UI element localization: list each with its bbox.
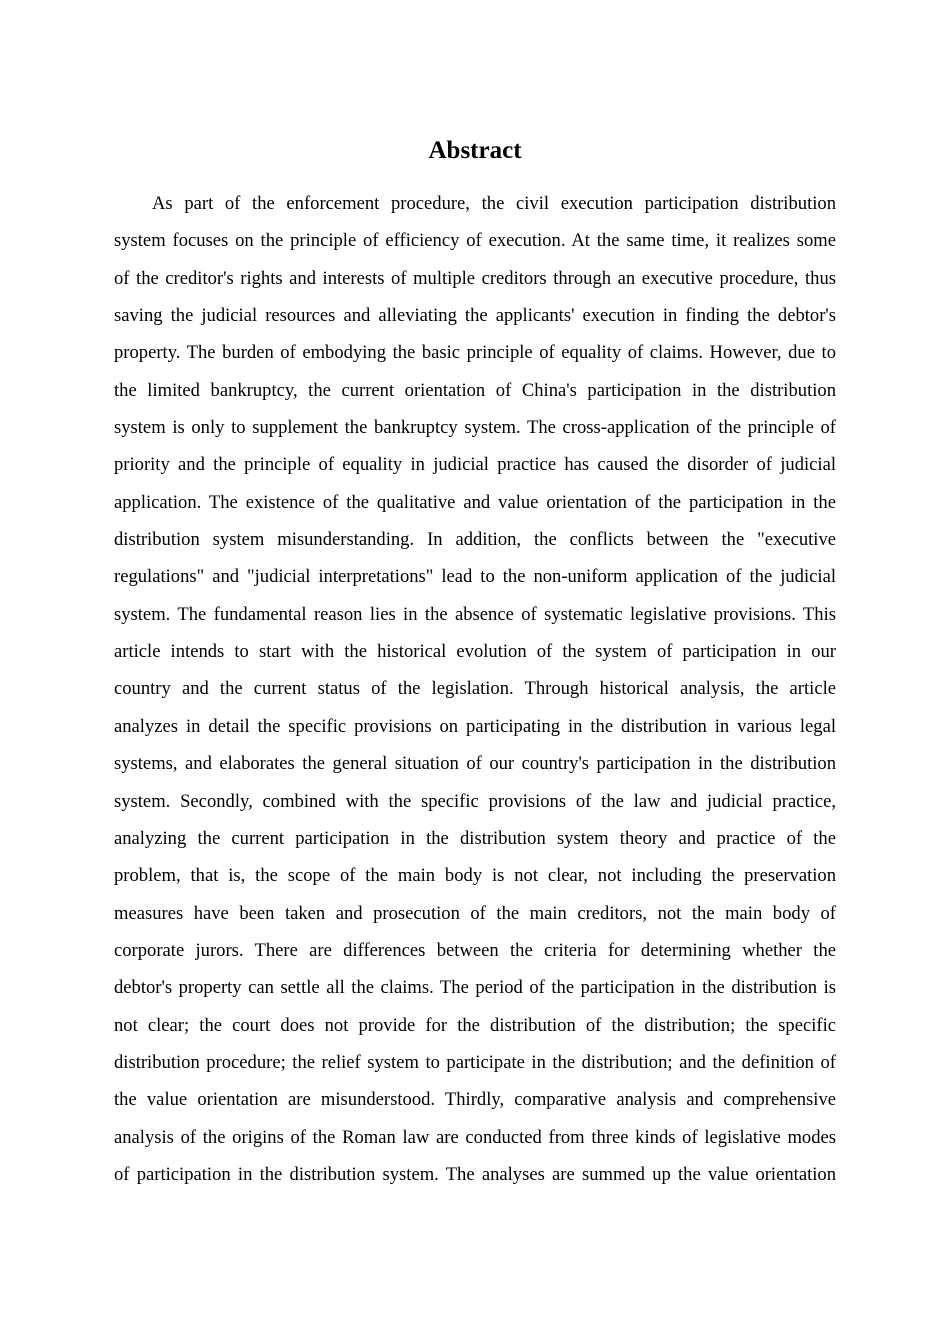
text-line: system focuses on the principle of efficiency of execution. At the same time, it realizes some <box>114 230 836 252</box>
text-line: problem, that is, the scope of the main body is not clear, not including the preservation <box>114 865 836 887</box>
text-line: the limited bankruptcy, the current orientation of China's participation in the distribution <box>114 379 836 401</box>
text-line: analyzes in detail the specific provisions on participating in the distribution in various legal <box>114 715 836 737</box>
text-line: system is only to supplement the bankruptcy system. The cross-application of the principle of <box>114 417 836 439</box>
text-line: country and the current status of the legislation. Through historical analysis, the article <box>114 678 836 700</box>
text-line: regulations" and "judicial interpretations" lead to the non-uniform application of the judicial <box>114 566 836 588</box>
text-line: the value orientation are misunderstood. Thirdly, comparative analysis and comprehensive <box>114 1089 836 1111</box>
text-line: priority and the principle of equality in judicial practice has caused the disorder of judicial <box>114 454 836 476</box>
text-line: of participation in the distribution system. The analyses are summed up the value orientation <box>114 1163 836 1185</box>
text-line: debtor's property can settle all the claims. The period of the participation in the distribution is <box>114 977 836 999</box>
text-line: application. The existence of the qualitative and value orientation of the participation in the <box>114 491 836 513</box>
text-line: property. The burden of embodying the basic principle of equality of claims. However, due to <box>114 342 836 364</box>
abstract-title: Abstract <box>428 137 522 164</box>
text-line: corporate jurors. There are differences between the criteria for determining whether the <box>114 939 836 961</box>
text-line: distribution procedure; the relief system to participate in the distribution; and the definition of <box>114 1051 836 1073</box>
text-line: article intends to start with the historical evolution of the system of participation in our <box>114 641 836 663</box>
text-line: of the creditor's rights and interests of multiple creditors through an executive procedure, thus <box>114 267 836 289</box>
text-line: As part of the enforcement procedure, the civil execution participation distribution <box>152 193 836 214</box>
text-line: system. Secondly, combined with the specific provisions of the law and judicial practice, <box>114 790 836 812</box>
text-line: system. The fundamental reason lies in the absence of systematic legislative provisions. This <box>114 603 836 625</box>
text-line: saving the judicial resources and alleviating the applicants' execution in finding the debtor's <box>114 305 836 327</box>
text-line: systems, and elaborates the general situation of our country's participation in the distribution <box>114 753 836 775</box>
text-line: analysis of the origins of the Roman law are conducted from three kinds of legislative modes <box>114 1126 836 1148</box>
abstract-body <box>114 185 836 1193</box>
text-line: distribution system misunderstanding. In addition, the conflicts between the "executive <box>114 529 836 551</box>
text-line: not clear; the court does not provide for the distribution of the distribution; the specific <box>114 1014 836 1036</box>
text-line: analyzing the current participation in the distribution system theory and practice of the <box>114 827 836 849</box>
text-line: measures have been taken and prosecution of the main creditors, not the main body of <box>114 902 836 924</box>
